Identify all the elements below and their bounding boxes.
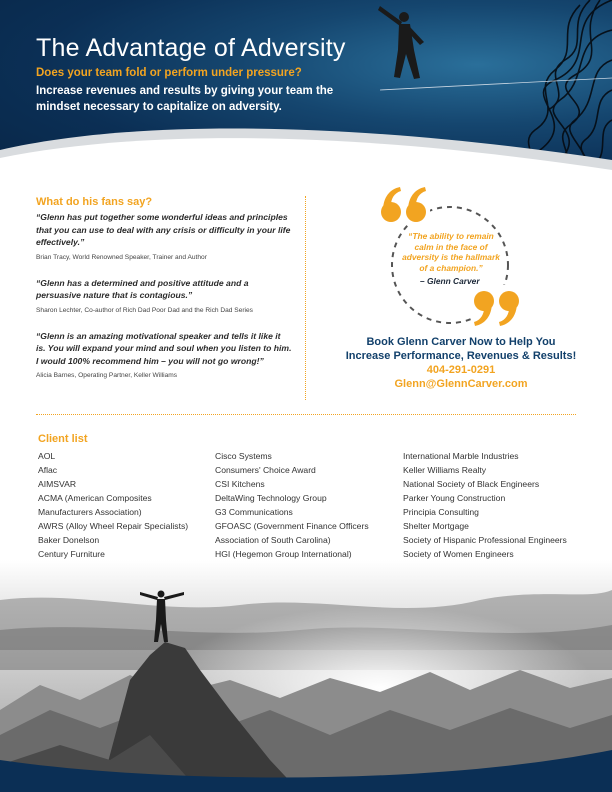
client-column-3 — [403, 449, 567, 561]
client-column-1 — [38, 449, 188, 561]
client-item: AIMSVAR — [38, 479, 77, 489]
client-item: Manufacturers Association) — [38, 507, 142, 517]
testimonial-quote: “Glenn has put together some wonderful ideas and principles that you can use to deal with any crisis or difficulty in your life effectively.” — [36, 212, 291, 247]
client-item: Baker Donelson — [38, 535, 100, 545]
booking-cta — [318, 335, 604, 391]
client-item: GFOASC (Government Finance Officers — [215, 521, 369, 531]
header-banner — [0, 0, 612, 185]
pull-quote-text: “The ability to remain calm in the face of adversity is the hallmark of a champion.” — [402, 231, 500, 273]
client-item: Aflac — [38, 465, 58, 475]
client-item: AWRS (Alloy Wheel Repair Specialists) — [38, 521, 189, 531]
client-item: Association of South Carolina) — [215, 535, 331, 545]
vertical-divider — [305, 196, 306, 400]
client-item: Cisco Systems — [215, 451, 272, 461]
client-item: HGI (Hegemon Group International) — [215, 549, 352, 559]
header-curve-white — [0, 138, 612, 185]
pull-quote — [380, 185, 520, 330]
email-link[interactable]: Glenn@GlennCarver.com — [394, 378, 528, 390]
client-item: National Society of Black Engineers — [403, 479, 540, 489]
fans-section — [36, 196, 292, 380]
pull-quote-author: – Glenn Carver — [420, 276, 480, 286]
horizontal-divider — [36, 414, 576, 415]
client-list-heading: Client list — [38, 433, 88, 445]
client-item: Century Furniture — [38, 549, 105, 559]
testimonial-source: Sharon Lechter, Co-author of Rich Dad Poor Dad and the Rich Dad Series — [36, 306, 253, 314]
client-item: Keller Williams Realty — [403, 465, 487, 475]
client-item: Principia Consulting — [403, 507, 479, 517]
client-item: Parker Young Construction — [403, 493, 506, 503]
testimonial-quote: “Glenn has a determined and positive attitude and a persuasive nature that is contagious.” — [36, 277, 249, 300]
tightrope-line — [380, 78, 612, 90]
client-item: ACMA (American Composites — [38, 493, 152, 503]
fans-heading: What do his fans say? — [36, 196, 153, 208]
tagline: Does your team fold or perform under pressure? — [36, 67, 302, 79]
client-item: CSI Kitchens — [215, 479, 265, 489]
client-item: AOL — [38, 451, 56, 461]
phone-number[interactable]: 404-291-0291 — [426, 364, 496, 376]
testimonial-source: Alicia Barnes, Operating Partner, Keller Williams — [36, 372, 178, 379]
balancing-man-figure — [378, 6, 424, 79]
client-item: International Marble Industries — [403, 451, 519, 461]
cta-line-2: Increase Performance, Revenues & Results! — [345, 350, 577, 362]
client-item: Society of Hispanic Professional Engineers — [403, 535, 567, 545]
mountain-summit-photo — [0, 560, 612, 792]
testimonial-quote: “Glenn is an amazing motivational speaker and tells it like it is. You will expand your mind and soul when you listen to him. I would 100% recommend him – you will not go wrong!” — [36, 330, 292, 366]
client-item: G3 Communications — [215, 507, 293, 517]
client-column-2 — [215, 449, 369, 561]
client-item: Society of Women Engineers — [403, 549, 514, 559]
page-title: The Advantage of Adversity — [36, 34, 346, 62]
client-item: DeltaWing Technology Group — [215, 493, 327, 503]
client-item: Shelter Mortgage — [403, 521, 469, 531]
client-item: Consumers' Choice Award — [215, 465, 316, 475]
intro-text: Increase revenues and results by giving your team the mindset necessary to capitalize on adversity. — [36, 85, 334, 113]
testimonial-source: Brian Tracy, World Renowned Speaker, Trainer and Author — [36, 253, 207, 261]
cta-line-1: Book Glenn Carver Now to Help You — [366, 336, 556, 348]
